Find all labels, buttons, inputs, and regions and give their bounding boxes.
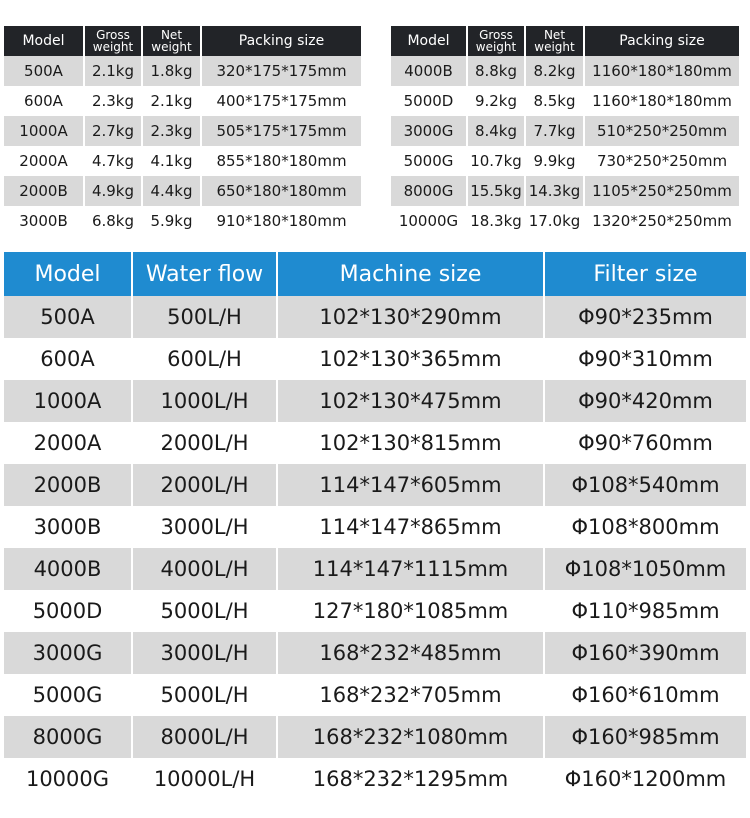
packing-size-cell: 650*180*180mm — [202, 176, 361, 206]
model-cell: 3000G — [391, 116, 466, 146]
filter-size-cell: Φ160*1200mm — [545, 758, 746, 800]
packing-size-header: Packing size — [585, 26, 739, 56]
water-flow-cell: 8000L/H — [133, 716, 276, 758]
table-row — [4, 116, 361, 146]
table-row — [4, 56, 361, 86]
packing-size-cell: 505*175*175mm — [202, 116, 361, 146]
table-row — [391, 86, 739, 116]
net-weight-cell: 2.1kg — [143, 86, 200, 116]
table-row — [391, 116, 739, 146]
table-row — [4, 758, 746, 800]
water-flow-cell: 10000L/H — [133, 758, 276, 800]
table-row — [391, 146, 739, 176]
model-cell: 500A — [4, 296, 131, 338]
filter-size-cell: Φ90*420mm — [545, 380, 746, 422]
gross-weight-cell: 6.8kg — [85, 206, 141, 236]
net-weight-cell: 1.8kg — [143, 56, 200, 86]
machine-size-cell: 114*147*605mm — [278, 464, 543, 506]
gross-weight-cell: 4.7kg — [85, 146, 141, 176]
spec-table-body — [4, 296, 746, 800]
gross-weight-header-line1: Gross — [96, 28, 130, 42]
net-weight-cell: 8.2kg — [526, 56, 583, 86]
spec-table-header — [4, 252, 746, 296]
gross-weight-cell: 18.3kg — [468, 206, 524, 236]
gross-weight-cell: 2.1kg — [85, 56, 141, 86]
model-cell: 10000G — [4, 758, 131, 800]
model-cell: 1000A — [4, 380, 131, 422]
table-row — [4, 86, 361, 116]
gross-weight-header — [85, 26, 141, 56]
table-row — [4, 422, 746, 464]
filter-size-cell: Φ108*540mm — [545, 464, 746, 506]
filter-size-cell: Φ108*1050mm — [545, 548, 746, 590]
model-cell: 2000B — [4, 464, 131, 506]
table-row — [4, 674, 746, 716]
packing-table-left-body — [4, 56, 361, 236]
spec-header-water-flow: Water flow — [133, 252, 276, 296]
packing-size-cell: 910*180*180mm — [202, 206, 361, 236]
gross-weight-cell: 2.7kg — [85, 116, 141, 146]
gross-weight-cell: 2.3kg — [85, 86, 141, 116]
model-cell: 2000B — [4, 176, 83, 206]
gross-weight-cell: 4.9kg — [85, 176, 141, 206]
net-weight-header — [143, 26, 200, 56]
model-cell: 600A — [4, 338, 131, 380]
table-row — [4, 338, 746, 380]
water-flow-cell: 3000L/H — [133, 632, 276, 674]
spec-header-model: Model — [4, 252, 131, 296]
filter-size-cell: Φ90*310mm — [545, 338, 746, 380]
model-cell: 2000A — [4, 422, 131, 464]
model-cell: 1000A — [4, 116, 83, 146]
packing-table-left-header — [4, 26, 361, 56]
packing-size-cell: 1160*180*180mm — [585, 56, 739, 86]
net-weight-cell: 9.9kg — [526, 146, 583, 176]
filter-size-cell: Φ90*760mm — [545, 422, 746, 464]
filter-size-cell: Φ110*985mm — [545, 590, 746, 632]
net-weight-header-line2: weight — [534, 40, 575, 54]
spec-header-machine-size: Machine size — [278, 252, 543, 296]
net-weight-header-line1: Net — [543, 28, 566, 42]
net-weight-cell: 2.3kg — [143, 116, 200, 146]
machine-size-cell: 102*130*815mm — [278, 422, 543, 464]
packing-table-right-body — [391, 56, 739, 236]
water-flow-cell: 2000L/H — [133, 422, 276, 464]
net-weight-cell: 4.4kg — [143, 176, 200, 206]
water-flow-cell: 2000L/H — [133, 464, 276, 506]
packing-table-left — [2, 26, 363, 236]
machine-size-cell: 102*130*290mm — [278, 296, 543, 338]
table-row — [4, 176, 361, 206]
model-cell: 5000D — [391, 86, 466, 116]
table-row — [4, 632, 746, 674]
water-flow-cell: 4000L/H — [133, 548, 276, 590]
packing-size-cell: 510*250*250mm — [585, 116, 739, 146]
table-row — [391, 56, 739, 86]
model-cell: 4000B — [4, 548, 131, 590]
model-cell: 5000G — [391, 146, 466, 176]
model-cell: 8000G — [4, 716, 131, 758]
table-row — [4, 296, 746, 338]
machine-size-cell: 168*232*1080mm — [278, 716, 543, 758]
table-row — [4, 716, 746, 758]
packing-table-right — [389, 26, 741, 236]
packing-size-cell: 855*180*180mm — [202, 146, 361, 176]
table-row — [4, 464, 746, 506]
model-cell: 5000G — [4, 674, 131, 716]
filter-size-cell: Φ160*390mm — [545, 632, 746, 674]
packing-table-right-header — [391, 26, 739, 56]
water-flow-cell: 3000L/H — [133, 506, 276, 548]
gross-weight-cell: 9.2kg — [468, 86, 524, 116]
gross-weight-cell: 10.7kg — [468, 146, 524, 176]
machine-size-cell: 114*147*1115mm — [278, 548, 543, 590]
model-cell: 8000G — [391, 176, 466, 206]
net-weight-header-line1: Net — [160, 28, 183, 42]
machine-size-cell: 102*130*365mm — [278, 338, 543, 380]
model-cell: 4000B — [391, 56, 466, 86]
gross-weight-cell: 15.5kg — [468, 176, 524, 206]
machine-size-cell: 114*147*865mm — [278, 506, 543, 548]
filter-size-cell: Φ160*610mm — [545, 674, 746, 716]
model-cell: 3000G — [4, 632, 131, 674]
model-cell: 2000A — [4, 146, 83, 176]
gross-weight-header — [468, 26, 524, 56]
water-flow-cell: 1000L/H — [133, 380, 276, 422]
gross-weight-header-line2: weight — [475, 40, 517, 54]
net-weight-cell: 17.0kg — [526, 206, 583, 236]
net-weight-header — [526, 26, 583, 56]
packing-size-cell: 730*250*250mm — [585, 146, 739, 176]
packing-size-header: Packing size — [202, 26, 361, 56]
net-weight-cell: 7.7kg — [526, 116, 583, 146]
model-cell: 3000B — [4, 506, 131, 548]
table-row — [391, 206, 739, 236]
table-row — [4, 548, 746, 590]
machine-size-cell: 168*232*1295mm — [278, 758, 543, 800]
net-weight-header-line2: weight — [151, 40, 192, 54]
water-flow-cell: 5000L/H — [133, 674, 276, 716]
water-flow-cell: 600L/H — [133, 338, 276, 380]
model-cell: 3000B — [4, 206, 83, 236]
table-row — [4, 380, 746, 422]
model-cell: 600A — [4, 86, 83, 116]
machine-size-cell: 168*232*485mm — [278, 632, 543, 674]
table-row — [4, 590, 746, 632]
packing-size-cell: 1320*250*250mm — [585, 206, 739, 236]
table-row — [391, 176, 739, 206]
model-cell: 500A — [4, 56, 83, 86]
model-header: Model — [391, 26, 466, 56]
water-flow-cell: 500L/H — [133, 296, 276, 338]
table-row — [4, 146, 361, 176]
net-weight-cell: 14.3kg — [526, 176, 583, 206]
table-row — [4, 206, 361, 236]
packing-size-cell: 400*175*175mm — [202, 86, 361, 116]
machine-size-cell: 168*232*705mm — [278, 674, 543, 716]
spec-table — [2, 252, 748, 800]
model-cell: 10000G — [391, 206, 466, 236]
net-weight-cell: 5.9kg — [143, 206, 200, 236]
net-weight-cell: 4.1kg — [143, 146, 200, 176]
filter-size-cell: Φ160*985mm — [545, 716, 746, 758]
model-cell: 5000D — [4, 590, 131, 632]
packing-size-cell: 320*175*175mm — [202, 56, 361, 86]
gross-weight-cell: 8.4kg — [468, 116, 524, 146]
packing-size-cell: 1105*250*250mm — [585, 176, 739, 206]
machine-size-cell: 102*130*475mm — [278, 380, 543, 422]
net-weight-cell: 8.5kg — [526, 86, 583, 116]
gross-weight-cell: 8.8kg — [468, 56, 524, 86]
water-flow-cell: 5000L/H — [133, 590, 276, 632]
packing-size-cell: 1160*180*180mm — [585, 86, 739, 116]
filter-size-cell: Φ108*800mm — [545, 506, 746, 548]
gross-weight-header-line1: Gross — [479, 28, 513, 42]
model-header: Model — [4, 26, 83, 56]
table-row — [4, 506, 746, 548]
filter-size-cell: Φ90*235mm — [545, 296, 746, 338]
spec-header-filter-size: Filter size — [545, 252, 746, 296]
gross-weight-header-line2: weight — [92, 40, 134, 54]
machine-size-cell: 127*180*1085mm — [278, 590, 543, 632]
